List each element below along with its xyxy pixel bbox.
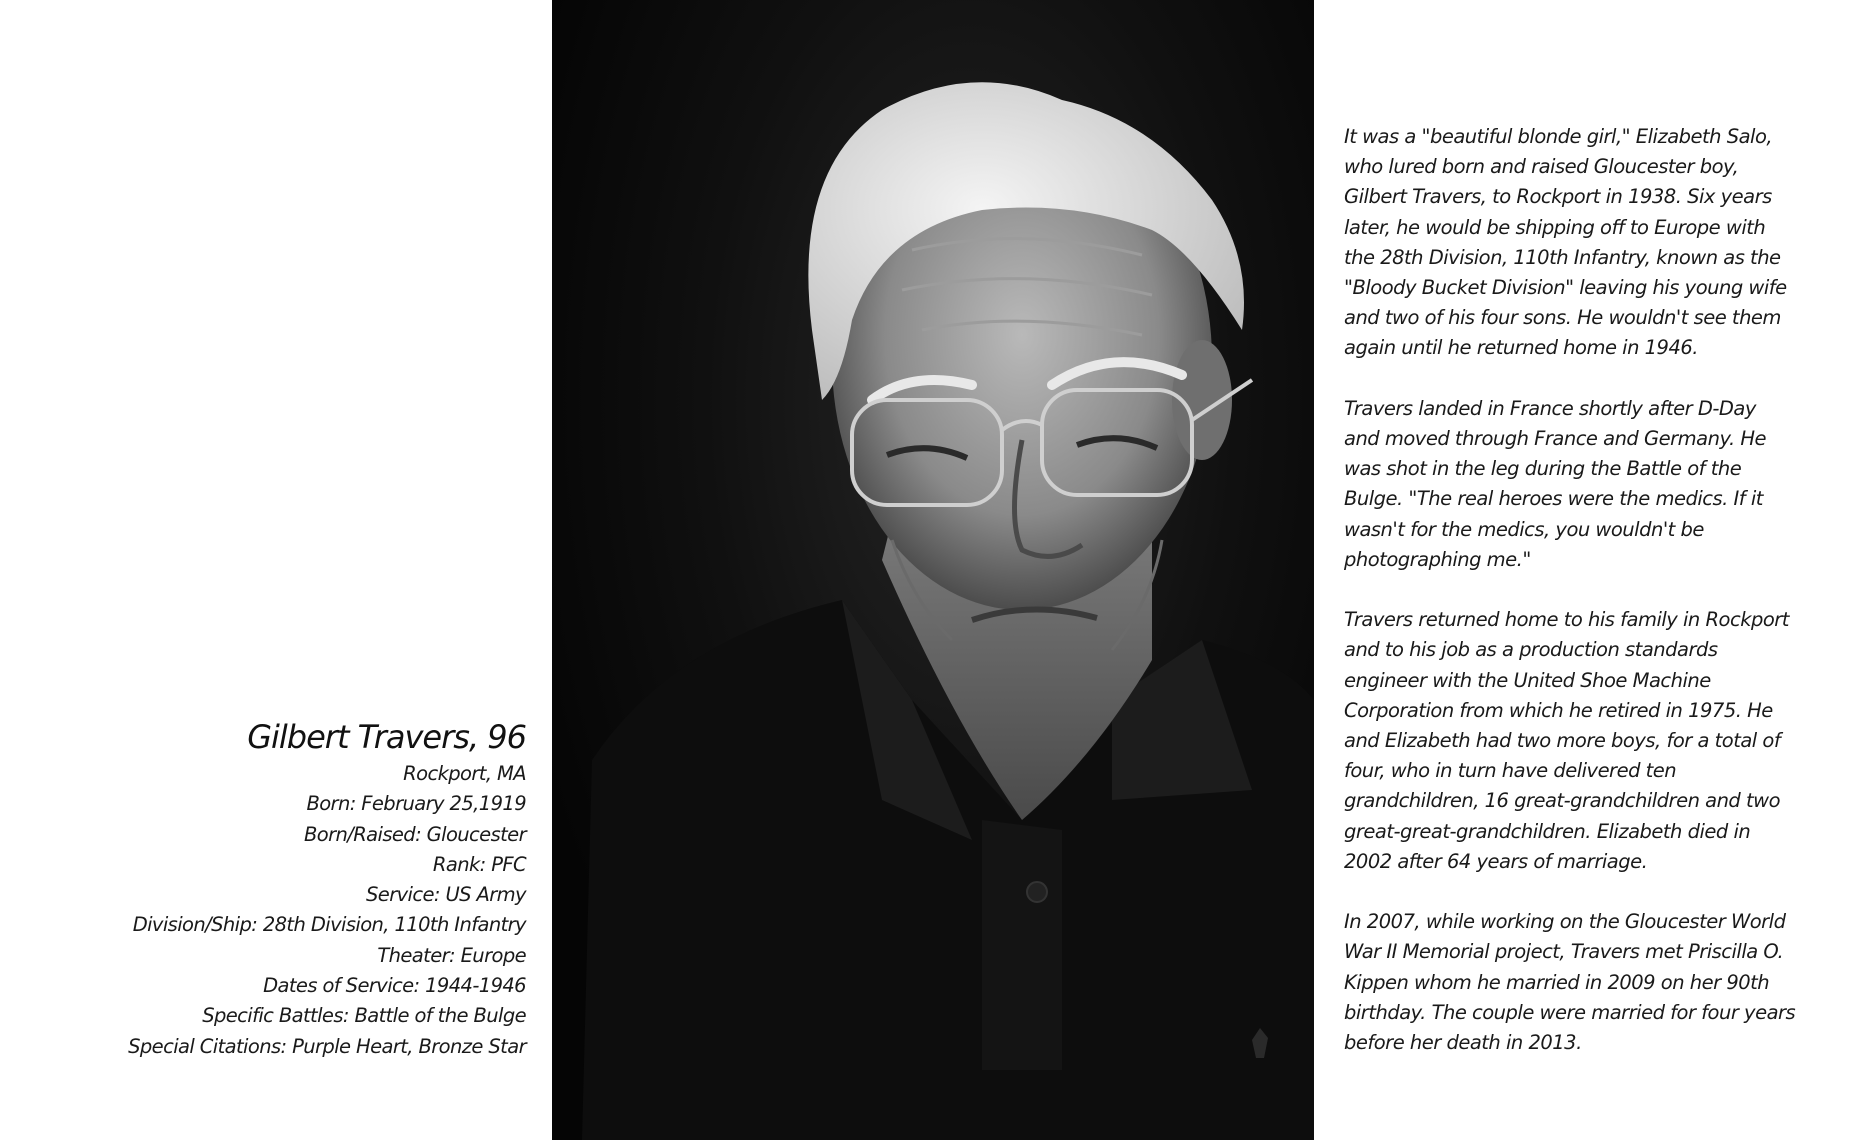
story-line: wasn't for the medics, you wouldn't be [1344, 517, 1704, 541]
story-paragraph [1344, 907, 1844, 1058]
story-line: and to his job as a production standards [1344, 638, 1718, 662]
story-line: 2002 after 64 years of marriage. [1344, 849, 1648, 873]
fact-citations: Special Citations: Purple Heart, Bronze Star [128, 1034, 526, 1058]
story-line: Travers landed in France shortly after D-Day [1344, 396, 1756, 420]
story-paragraph [1344, 605, 1844, 877]
story-paragraph [1344, 122, 1844, 364]
story-line: great-great-grandchildren. Elizabeth died in [1344, 819, 1751, 843]
story-line: before her death in 2013. [1344, 1031, 1582, 1055]
story-line: four, who in turn have delivered ten [1344, 759, 1677, 783]
profile-panel [26, 715, 526, 1062]
fact-theater: Theater: Europe [377, 943, 526, 967]
story-line: and moved through France and Germany. He [1344, 427, 1767, 451]
story-line: birthday. The couple were married for four years [1344, 1000, 1796, 1024]
fact-dates: Dates of Service: 1944-1946 [263, 974, 526, 998]
story-line: who lured born and raised Gloucester boy, [1344, 155, 1739, 179]
story-line: the 28th Division, 110th Infantry, known as the [1344, 245, 1781, 269]
story-line: Corporation from which he retired in 1975. He [1344, 698, 1773, 722]
fact-rank: Rank: PFC [432, 852, 526, 876]
story-line: "Bloody Bucket Division" leaving his young wife [1344, 276, 1787, 300]
story-line: It was a "beautiful blonde girl," Elizabeth Salo, [1344, 125, 1773, 148]
story-line: grandchildren, 16 great-grandchildren and two [1344, 789, 1781, 813]
fact-service: Service: US Army [366, 883, 526, 907]
story-line: War II Memorial project, Travers met Priscilla O. [1344, 940, 1784, 964]
story-line: later, he would be shipping off to Europe with [1344, 215, 1766, 239]
story-line: Bulge. "The real heroes were the medics. If it [1344, 487, 1763, 511]
story-line: In 2007, while working on the Gloucester World [1344, 910, 1786, 934]
story-line: Gilbert Travers, to Rockport in 1938. Six years [1344, 185, 1772, 209]
fact-birthdate: Born: February 25,1919 [306, 792, 526, 816]
story-line: engineer with the United Shoe Machine [1344, 668, 1711, 692]
portrait-photo [552, 0, 1314, 1140]
fact-division: Division/Ship: 28th Division, 110th Infantry [132, 913, 526, 937]
story-line: again until he returned home in 1946. [1344, 336, 1698, 360]
fact-hometown: Rockport, MA [403, 762, 526, 785]
shirt-placket [982, 820, 1062, 1070]
story-line: Travers returned home to his family in Rockport [1344, 608, 1789, 632]
story-line: and two of his four sons. He wouldn't see them [1344, 306, 1781, 330]
story-paragraph [1344, 394, 1844, 575]
fact-battles: Specific Battles: Battle of the Bulge [202, 1004, 526, 1028]
story-line: was shot in the leg during the Battle of the [1344, 457, 1742, 481]
story-line: and Elizabeth had two more boys, for a total of [1344, 729, 1781, 753]
story-column [1344, 122, 1844, 1088]
fact-born-raised: Born/Raised: Gloucester [303, 822, 526, 846]
shirt-button [1027, 882, 1047, 902]
veteran-name: Gilbert Travers, 96 [247, 718, 526, 756]
story-line: Kippen whom he married in 2009 on her 90th [1344, 970, 1770, 994]
story-line: photographing me." [1344, 547, 1531, 571]
